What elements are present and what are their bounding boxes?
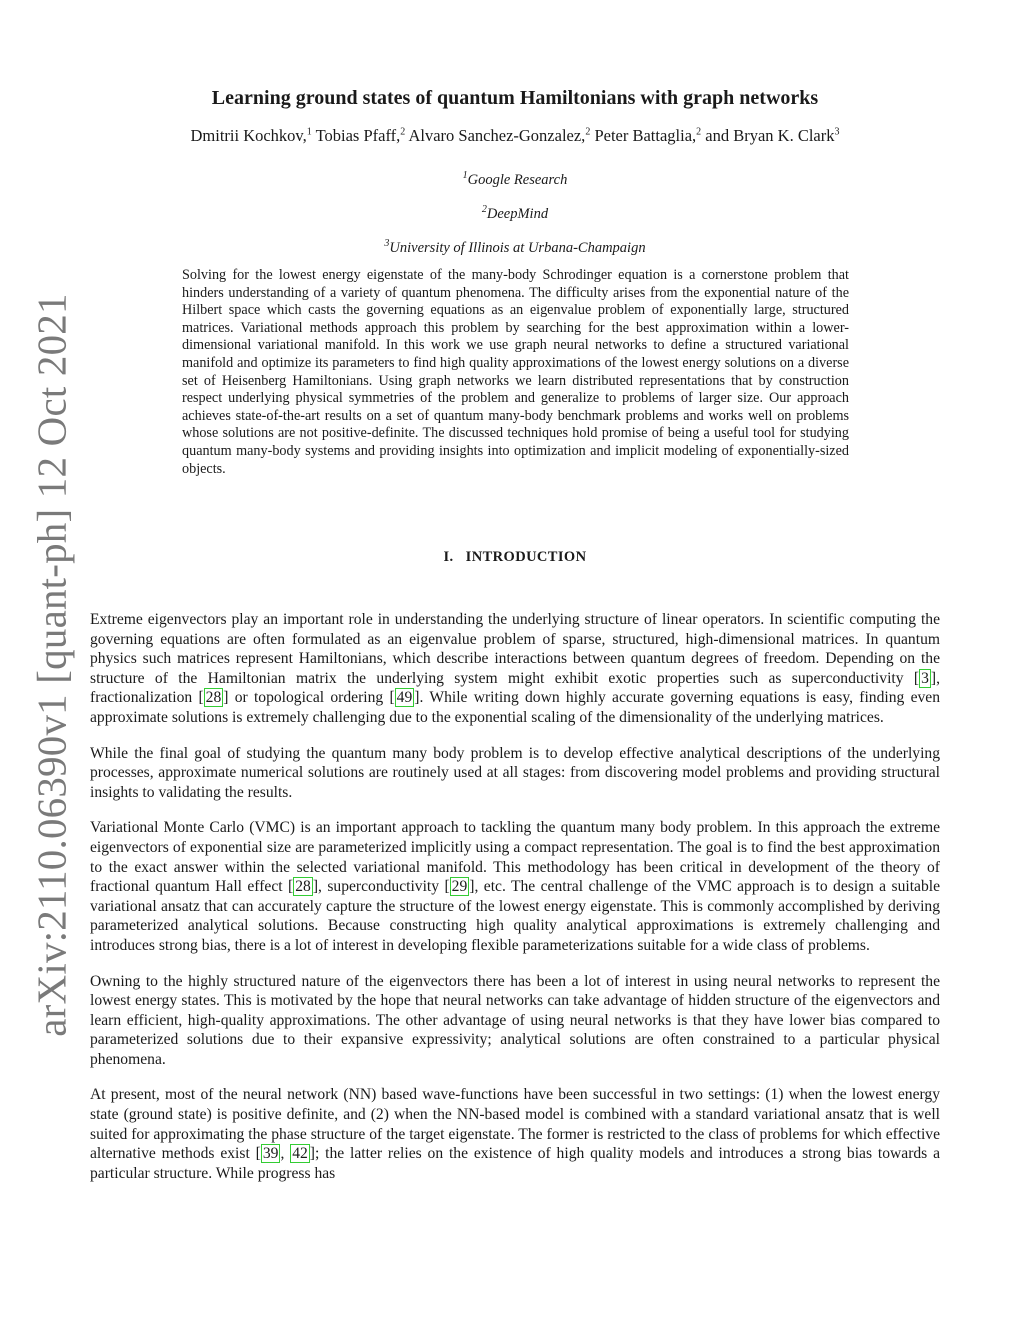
paragraph: Variational Monte Carlo (VMC) is an important approach to tackling the quantum many body problem. In this approach the extreme eigenvectors of exponential size are parameterized implicitly using a compact representation. The goal is to find the best approximation to the exact answer within the selected variational manifold. This methodology has been critical in development of the theory of fractional quantum Hall effect [ 28 ], superconductivity [ 29 ], etc. The central challenge of the VMC approach is to design a suitable variational ansatz that can accurately capture the structure of the lowest energy eigenstate. This is commonly accomplished by deriving parameterized analytical solutions. Because constructing high quality analytical approximations is extremely challenging and introduces strong bias, there is a lot of interest in developing flexible parameterizations suitable for a wide class of problems. [90,819,940,954]
paragraph: While the final goal of studying the quantum many body problem is to develop effective analytical descriptions of the underlying processes, approximate numerical solutions are routinely used at all stages: from discovering model problems and providing structural insights to validating the results. [90,744,940,801]
paragraph: At present, most of the neural network (NN) based wave-functions have been successful in two settings: (1) when the lowest energy state (ground state) is positive definite, and (2) when the NN-based model is combined with a standard variational ansatz that is well suited for approximating the phase structure of the target eigenstate. The former is restricted to the class of problems for which effective alternative methods exist [ 39 , 42 ]; the latter relies on the existence of high quality models and introduces a strong bias towards a particular structure. While progress has [90,1086,941,1182]
affiliation-number: 3 [384,238,390,249]
paper-title: Learning ground states of quantum Hamiltonians with graph networks [211,87,819,109]
citation-link[interactable]: 28 [295,878,311,896]
paragraph-text: . While writing down highly accurate governing equations is easy, finding even approximate solutions is extremely challenging due to the exponential scaling of the dimensionality of the underlying matrices. [90,689,940,726]
paragraph-text: , etc. The central challenge of the VMC approach is to design a suitable variational ansatz that can accurately capture the structure of the lowest energy eigenstate. This is commonly accomplished by deriving parameterized analytical solutions. Because constructing high quality analytical approximations is extremely challenging and introduces strong bias, there is a lot of interest in developing flexible parameterizations suitable for a wide class of problems. [90,878,940,954]
section-number: I. [443,549,454,565]
paragraph-text: Variational Monte Carlo (VMC) is an important approach to tackling the quantum many body problem. In this approach the extreme eigenvectors of exponential size are parameterized implicitly using a compact representation. The goal is to find the best approximation to the exact answer within the selected variational manifold. This methodology has been critical in development of the theory of fractional quantum Hall effect [90,819,940,896]
arxiv-identifier: arXiv:2110.06390v1 [quant-ph] 12 Oct 2021 [29,293,76,1037]
paragraph: Owning to the highly structured nature of the eigenvectors there has been a lot of interest in using neural networks to represent the lowest energy states. This is motivated by the hope that neural networks can take advantage of hidden structure of the eigenvectors and learn efficient, high-quality approximations. The other advantage of using neural networks is that they have lower bias compared to parameterized solutions due to their expansive expressivity; analytical solutions are often constrained to a particular physical phenomena. [90,972,940,1068]
section-heading [90,549,940,566]
affiliation [90,170,940,189]
author-name: Alvaro Sanchez-Gonzalez, [408,126,586,145]
paragraph-text: ; the latter relies on the existence of high quality models and introduces a strong bias towards a particular structure. While progress has [90,1145,941,1182]
citation-link[interactable]: 29 [451,878,468,896]
author-affil-mark: 2 [400,126,406,138]
affiliation-name: DeepMind [486,205,549,222]
paragraph-text: , fractionalization [90,669,940,707]
author-affil-mark: 1 [306,126,312,138]
citation-separator: , [280,1145,291,1163]
citation-link[interactable]: 49 [396,689,413,707]
section-title: INTRODUCTION [465,549,587,565]
introduction-body [90,610,940,1199]
author-name: Dmitrii Kochkov, [190,126,307,145]
paragraph-text: At present, most of the neural network (NN) based wave-functions have been successful in two settings: (1) when the lowest energy state (ground state) is positive definite, and (2) when the NN-based model is combined with a standard variational ansatz that is well suited for approximating the phase structure of the target eigenstate. The former is restricted to the class of problems for which effective alternative methods exist [90,1086,940,1163]
author-name: Peter Battaglia, [594,126,697,145]
affiliation [90,238,940,257]
paragraph: Extreme eigenvectors play an important role in understanding the underlying structure of linear operators. In scientific computing the governing equations are often formulated as an eigenvalue problem of sparse, structured, high-dimensional matrices. In quantum physics such matrices represent Hamiltonians, which describe interactions between quantum degrees of freedom. Depending on the structure of the Hamiltonian matrix the underlying system might exhibit exotic properties such as superconductivity [ 3 ], fractionalization [ 28 ] or topological ordering [ 49 ]. While writing down highly accurate governing equations is easy, finding even approximate solutions is extremely challenging due to the exponential scaling of the dimensionality of the underlying matrices. [90,611,940,726]
citation-link[interactable]: 39 [262,1145,279,1163]
affiliation-name: Google Research [467,171,568,188]
author-affil-mark: 3 [834,126,840,138]
paragraph-text: Extreme eigenvectors play an important role in understanding the underlying structure of linear operators. In scientific computing the governing equations are often formulated as an eigenvalue problem of sparse, structured, high-dimensional matrices. In quantum physics such matrices represent Hamiltonians, which describe interactions between quantum degrees of freedom. Depending on the structure of the Hamiltonian matrix the underlying system might exhibit exotic properties such as superconductivity [90,611,940,687]
citation-link[interactable]: 42 [292,1145,308,1163]
paragraph-text: , superconductivity [318,878,445,896]
citation-link[interactable]: 28 [205,689,222,707]
affiliation-number: 2 [481,204,487,215]
affiliation-number: 1 [462,170,468,181]
affiliation-name: University of Illinois at Urbana-Champaign [389,239,646,256]
author-name: and Bryan K. Clark [705,126,835,145]
paragraph-text: or topological ordering [228,689,390,707]
author-name: Tobias Pfaff, [315,126,401,145]
abstract: Solving for the lowest energy eigenstate of the many-body Schrodinger equation is a cornerstone problem that hinders understanding of a variety of quantum phenomena. The difficulty arises from the exponential nature of the Hilbert space which casts the governing equations as an eigenvalue problem of exponentially large, structured matrices. Variational methods approach this problem by searching for the best approximation within a lower-dimensional variational manifold. In this work we use graph neural networks to define a structured variational manifold and optimize its parameters to find high quality approximations of the lowest energy solutions on a diverse set of Heisenberg Hamiltonians. Using graph networks we learn distributed representations that by construction respect underlying physical symmetries of the problem and generalize to problems of larger size. Our approach achieves state-of-the-art results on a set of quantum many-body benchmark problems and works well on problems whose solutions are not positive-definite. The discussed techniques hold promise of being a useful tool for studying quantum many-body systems and providing insights into optimization and implicit modeling of exponentially-sized objects. [182,267,849,477]
author-affil-mark: 2 [696,126,702,138]
affiliation [90,204,940,223]
author-affil-mark: 2 [585,126,591,138]
author-list [90,126,940,146]
arxiv-identifier-sidebar [24,293,80,1037]
citation-link[interactable]: 3 [921,669,929,687]
